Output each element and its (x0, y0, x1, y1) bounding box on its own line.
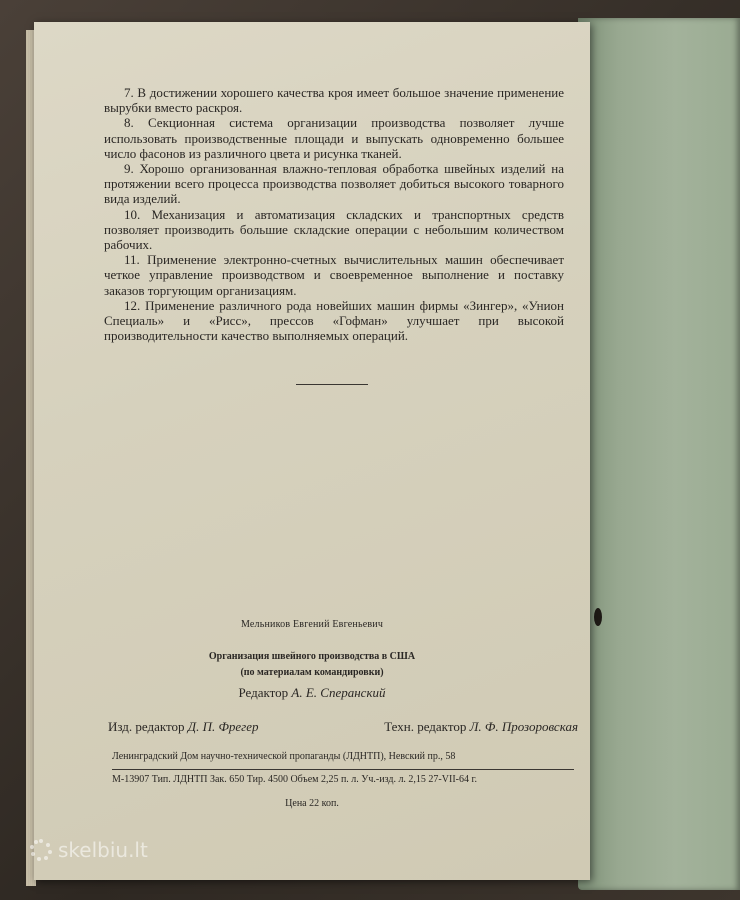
editor-name: А. Е. Сперанский (291, 685, 386, 700)
list-item: 9. Хорошо организованная влажно-тепловая обработка швейных изделий на протяжении всего процесса производства позволяет добиться высокого товарного вида изделий. (104, 161, 564, 207)
editor-label: Редактор (238, 685, 289, 700)
book-title-line: Организация швейного производства в США (208, 651, 416, 662)
publishing-editor (108, 719, 259, 735)
list-item: 12. Применение различного рода новейших машин фирмы «Зингер», «Унион Специаль» и «Рисс», прессов «Гофман» улучшает при высокой производительности качество выполняемых операций. (104, 297, 564, 344)
price-label: Цена 22 коп. (285, 798, 339, 809)
book-subtitle-line: (по материалам командировки) (240, 667, 384, 678)
technical-editor-name: Л. Ф. Прозоровская (469, 719, 578, 734)
book-title (34, 649, 590, 681)
publishing-editor-name: Д. П. Фрегер (187, 719, 259, 734)
list-item: 10. Механизация и автоматизация складских и транспортных средств позволяет производить большие складские операции с небольшим количеством рабочих. (104, 206, 564, 253)
list-item: 7. В достижении хорошего качества кроя имеет большое значение применение вырубки вместо раскроя. (104, 85, 564, 116)
list-item: 8. Секционная система организации производства позволяет лучше использовать производственные площади и выпускать одновременно большее число фасонов из различного цвета и рисунка тканей. (104, 115, 564, 161)
watermark-text: skelbiu.lt (58, 838, 148, 862)
author-name: Мельников Евгений Евгеньевич (240, 619, 384, 630)
imprint-rule (112, 769, 574, 770)
editor-line (34, 685, 590, 701)
publishing-editor-label: Изд. редактор (108, 719, 185, 734)
site-watermark (30, 838, 148, 862)
document-page (34, 22, 590, 880)
booklet-cover (578, 18, 740, 890)
technical-editor-label: Техн. редактор (384, 719, 467, 734)
publisher-address: Ленинградский Дом научно-технической пропаганды (ЛДНТП), Невский пр., 58 (112, 751, 456, 762)
print-info: М-13907 Тип. ЛДНТП Зак. 650 Тир. 4500 Объем 2,25 п. л. Уч.-изд. л. 2,15 27-VII-64 г. (112, 774, 477, 785)
watermark-logo-icon (30, 839, 52, 861)
cover-notch (594, 608, 602, 626)
technical-editor (384, 719, 578, 735)
staff-line (108, 719, 578, 735)
list-item: 11. Применение электронно-счетных вычислительных машин обеспечивает четкое управление производством и своевременное выполнение и поставку заказов торгующим организациям. (104, 252, 564, 298)
conclusions-list (104, 85, 564, 343)
section-divider (296, 384, 368, 385)
